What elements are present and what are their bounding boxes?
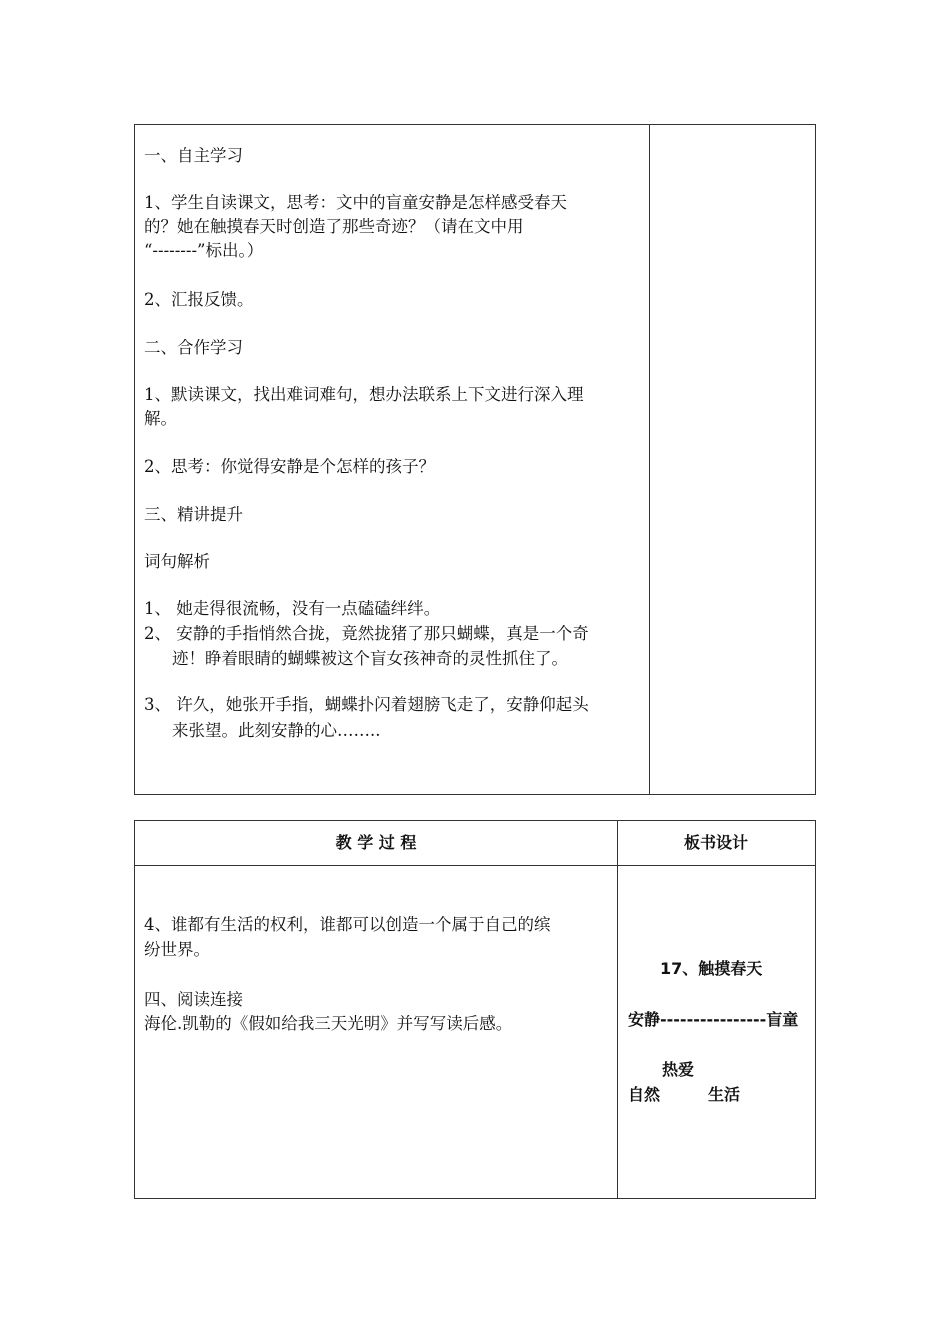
text-line: 解。 [144, 409, 177, 428]
board-line: 安静----------------盲童 [628, 1010, 799, 1029]
text-line: 4、谁都有生活的权利，谁都可以创造一个属于自己的缤 [144, 915, 551, 934]
text-line: 2、汇报反馈。 [144, 290, 254, 309]
board-title: 17、触摸春天 [660, 959, 763, 978]
text-line: 的？她在触摸春天时创造了那些奇迹？（请在文中用 [144, 217, 524, 236]
text-line: 1、默读课文，找出难词难句，想办法联系上下文进行深入理 [144, 385, 584, 404]
column-divider [649, 125, 650, 794]
list-item: 1、 她走得很流畅，没有一点磕磕绊绊。 [144, 599, 441, 618]
list-item-continuation: 迹！睁着眼睛的蝴蝶被这个盲女孩神奇的灵性抓住了。 [172, 649, 568, 668]
header-divider [135, 865, 815, 866]
header-board-design: 板书设计 [683, 833, 748, 852]
section-heading-self-study: 一、自主学习 [144, 146, 243, 165]
board-line: 热爱 [662, 1060, 695, 1079]
section-heading-reading: 四、阅读连接 [144, 990, 243, 1009]
column-divider [617, 821, 618, 1198]
text-line: 海伦.凯勒的《假如给我三天光明》并写写读后感。 [144, 1014, 513, 1033]
header-teaching-process: 教 学 过 程 [335, 833, 417, 852]
subheading: 词句解析 [144, 552, 210, 571]
text-line: 1、学生自读课文，思考：文中的盲童安静是怎样感受春天 [144, 193, 567, 212]
text-line: “--------”标出。） [144, 241, 264, 260]
text-line: 2、思考：你觉得安静是个怎样的孩子？ [144, 457, 435, 476]
section-heading-lecture: 三、精讲提升 [144, 505, 243, 524]
list-item-continuation: 来张望。此刻安静的心…….. [172, 721, 381, 740]
board-line: 生活 [708, 1085, 741, 1104]
board-line: 自然 [628, 1085, 661, 1104]
text-line: 纷世界。 [144, 940, 210, 959]
list-item: 3、 许久，她张开手指，蝴蝶扑闪着翅膀飞走了，安静仰起头 [144, 695, 589, 714]
list-item: 2、 安静的手指悄然合拢，竟然拢猪了那只蝴蝶，真是一个奇 [144, 624, 589, 643]
section-heading-cooperative: 二、合作学习 [144, 338, 243, 357]
